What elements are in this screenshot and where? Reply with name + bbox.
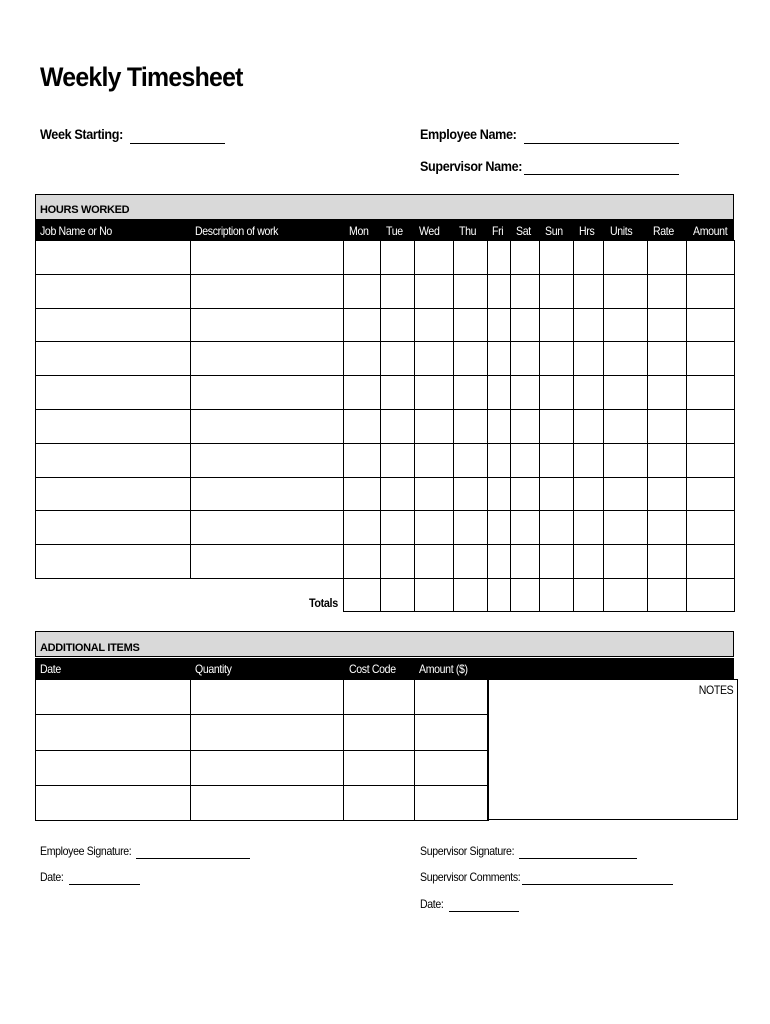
table-cell[interactable] [381, 274, 415, 308]
table-cell[interactable] [488, 477, 511, 511]
table-cell[interactable] [687, 579, 735, 612]
table-cell[interactable] [344, 443, 381, 477]
col-quantity: Quantity [195, 662, 232, 676]
col-sun: Sun [545, 224, 563, 238]
col-rate: Rate [653, 224, 674, 238]
table-row [36, 443, 735, 477]
table-cell[interactable] [511, 545, 540, 579]
table-cell[interactable] [191, 443, 344, 477]
table-cell[interactable] [381, 511, 415, 545]
table-cell[interactable] [488, 342, 511, 376]
table-cell[interactable] [488, 443, 511, 477]
table-cell[interactable] [540, 511, 574, 545]
table-cell[interactable] [191, 715, 344, 750]
table-cell[interactable] [381, 579, 415, 612]
col-cost-code: Cost Code [349, 662, 396, 676]
table-cell[interactable] [381, 443, 415, 477]
table-cell[interactable] [415, 511, 454, 545]
week-starting-field[interactable] [130, 143, 225, 144]
table-cell[interactable] [344, 376, 381, 410]
table-cell[interactable] [574, 308, 604, 342]
table-cell[interactable] [574, 545, 604, 579]
table-cell[interactable] [191, 376, 344, 410]
table-cell[interactable] [344, 342, 381, 376]
table-cell[interactable] [36, 443, 191, 477]
table-cell[interactable] [540, 443, 574, 477]
supervisor-date-field[interactable] [449, 911, 519, 912]
table-cell[interactable] [540, 579, 574, 612]
additional-items-heading: ADDITIONAL ITEMS [35, 631, 734, 657]
table-row [36, 680, 489, 715]
table-row [36, 511, 735, 545]
table-row [36, 785, 489, 820]
table-cell[interactable] [191, 785, 344, 820]
table-row [36, 342, 735, 376]
col-job-name: Job Name or No [40, 224, 112, 238]
table-cell[interactable] [344, 750, 415, 785]
table-cell[interactable] [381, 545, 415, 579]
table-cell[interactable] [511, 511, 540, 545]
table-cell[interactable] [36, 477, 191, 511]
table-cell[interactable] [604, 443, 648, 477]
table-cell[interactable] [648, 443, 687, 477]
table-cell[interactable] [36, 376, 191, 410]
col-units: Units [610, 224, 633, 238]
totals-row [343, 578, 735, 612]
table-cell[interactable] [604, 579, 648, 612]
table-cell[interactable] [604, 511, 648, 545]
table-cell[interactable] [415, 443, 454, 477]
table-cell[interactable] [381, 241, 415, 275]
supervisor-comments-field[interactable] [522, 884, 673, 885]
table-cell[interactable] [381, 409, 415, 443]
col-date: Date [40, 662, 61, 676]
table-row [36, 241, 735, 275]
table-cell[interactable] [574, 409, 604, 443]
table-row [36, 274, 735, 308]
table-cell[interactable] [687, 342, 735, 376]
table-cell[interactable] [344, 409, 381, 443]
table-cell[interactable] [574, 511, 604, 545]
table-cell[interactable] [191, 274, 344, 308]
table-cell[interactable] [454, 409, 488, 443]
table-cell[interactable] [191, 680, 344, 715]
table-cell[interactable] [415, 680, 489, 715]
col-amount-dollars: Amount ($) [419, 662, 468, 676]
hours-worked-heading: HOURS WORKED [35, 194, 734, 220]
supervisor-name-label: Supervisor Name: [420, 158, 523, 174]
table-cell[interactable] [488, 274, 511, 308]
table-cell[interactable] [488, 308, 511, 342]
table-cell[interactable] [604, 477, 648, 511]
table-cell[interactable] [687, 477, 735, 511]
table-cell[interactable] [36, 308, 191, 342]
col-hrs: Hrs [579, 224, 595, 238]
table-cell[interactable] [648, 545, 687, 579]
table-cell[interactable] [648, 477, 687, 511]
col-mon: Mon [349, 224, 369, 238]
table-cell[interactable] [604, 545, 648, 579]
table-cell[interactable] [36, 511, 191, 545]
table-cell[interactable] [604, 342, 648, 376]
table-cell[interactable] [415, 545, 454, 579]
table-cell[interactable] [191, 750, 344, 785]
table-cell[interactable] [454, 579, 488, 612]
table-cell[interactable] [511, 477, 540, 511]
table-cell[interactable] [415, 715, 489, 750]
employee-name-field[interactable] [524, 143, 679, 144]
table-cell[interactable] [344, 579, 381, 612]
supervisor-name-field[interactable] [524, 174, 679, 175]
table-row [36, 409, 735, 443]
supervisor-comments-label: Supervisor Comments: [420, 870, 521, 884]
table-cell[interactable] [604, 241, 648, 275]
table-cell[interactable] [511, 274, 540, 308]
table-cell[interactable] [648, 511, 687, 545]
col-fri: Fri [492, 224, 504, 238]
table-cell[interactable] [415, 409, 454, 443]
table-cell[interactable] [36, 750, 191, 785]
table-cell[interactable] [36, 342, 191, 376]
totals-table-row [344, 579, 735, 612]
supervisor-date-label: Date: [420, 897, 444, 911]
table-cell[interactable] [648, 579, 687, 612]
table-cell[interactable] [344, 511, 381, 545]
table-cell[interactable] [415, 376, 454, 410]
table-cell[interactable] [344, 785, 415, 820]
table-cell[interactable] [574, 579, 604, 612]
table-cell[interactable] [415, 579, 454, 612]
table-cell[interactable] [36, 241, 191, 275]
table-cell[interactable] [574, 274, 604, 308]
table-row [36, 545, 735, 579]
table-cell[interactable] [574, 477, 604, 511]
table-cell[interactable] [574, 342, 604, 376]
table-cell[interactable] [381, 376, 415, 410]
table-cell[interactable] [488, 409, 511, 443]
table-cell[interactable] [604, 409, 648, 443]
table-cell[interactable] [687, 274, 735, 308]
table-cell[interactable] [381, 342, 415, 376]
employee-signature-label: Employee Signature: [40, 844, 132, 858]
table-cell[interactable] [191, 477, 344, 511]
table-cell[interactable] [344, 715, 415, 750]
totals-label: Totals [309, 596, 338, 610]
table-cell[interactable] [415, 750, 489, 785]
notes-box[interactable] [487, 679, 738, 820]
table-cell[interactable] [415, 477, 454, 511]
table-cell[interactable] [511, 308, 540, 342]
table-cell[interactable] [191, 308, 344, 342]
table-cell[interactable] [488, 241, 511, 275]
hours-column-header [35, 220, 734, 241]
employee-name-label: Employee Name: [420, 126, 517, 142]
table-cell[interactable] [687, 376, 735, 410]
week-starting-label: Week Starting: [40, 126, 123, 142]
table-cell[interactable] [648, 409, 687, 443]
table-cell[interactable] [687, 241, 735, 275]
table-cell[interactable] [344, 545, 381, 579]
table-cell[interactable] [687, 308, 735, 342]
table-cell[interactable] [191, 409, 344, 443]
table-cell[interactable] [687, 545, 735, 579]
table-cell[interactable] [344, 308, 381, 342]
table-cell[interactable] [36, 545, 191, 579]
table-cell[interactable] [540, 274, 574, 308]
table-cell[interactable] [511, 579, 540, 612]
table-cell[interactable] [604, 376, 648, 410]
table-cell[interactable] [540, 241, 574, 275]
table-cell[interactable] [488, 511, 511, 545]
table-cell[interactable] [415, 274, 454, 308]
table-cell[interactable] [454, 376, 488, 410]
table-cell[interactable] [574, 241, 604, 275]
table-row [36, 715, 489, 750]
table-cell[interactable] [687, 443, 735, 477]
table-cell[interactable] [511, 409, 540, 443]
table-cell[interactable] [574, 376, 604, 410]
table-cell[interactable] [381, 308, 415, 342]
table-cell[interactable] [648, 241, 687, 275]
table-cell[interactable] [511, 376, 540, 410]
table-cell[interactable] [540, 308, 574, 342]
col-tue: Tue [386, 224, 403, 238]
table-cell[interactable] [415, 342, 454, 376]
table-cell[interactable] [191, 511, 344, 545]
table-cell[interactable] [191, 545, 344, 579]
table-cell[interactable] [454, 443, 488, 477]
table-row [36, 477, 735, 511]
table-row [36, 308, 735, 342]
table-cell[interactable] [648, 376, 687, 410]
table-cell[interactable] [36, 715, 191, 750]
table-cell[interactable] [488, 545, 511, 579]
notes-label: NOTES [698, 683, 733, 697]
table-cell[interactable] [511, 241, 540, 275]
supervisor-signature-label: Supervisor Signature: [420, 844, 515, 858]
table-cell[interactable] [604, 308, 648, 342]
table-cell[interactable] [687, 511, 735, 545]
table-cell[interactable] [415, 785, 489, 820]
table-cell[interactable] [191, 241, 344, 275]
col-description: Description of work [195, 224, 279, 238]
table-cell[interactable] [454, 342, 488, 376]
table-cell[interactable] [415, 241, 454, 275]
employee-date-label: Date: [40, 870, 64, 884]
additional-items-table [35, 679, 489, 821]
table-cell[interactable] [36, 409, 191, 443]
table-cell[interactable] [540, 545, 574, 579]
table-cell[interactable] [36, 274, 191, 308]
table-cell[interactable] [454, 545, 488, 579]
table-row [36, 750, 489, 785]
table-cell[interactable] [648, 342, 687, 376]
hours-worked-table [35, 240, 735, 579]
employee-signature-field[interactable] [136, 858, 250, 859]
table-cell[interactable] [574, 443, 604, 477]
page-title: Weekly Timesheet [40, 62, 243, 92]
table-cell[interactable] [540, 477, 574, 511]
table-cell[interactable] [454, 511, 488, 545]
table-cell[interactable] [454, 477, 488, 511]
table-cell[interactable] [415, 308, 454, 342]
supervisor-signature-field[interactable] [519, 858, 637, 859]
table-cell[interactable] [454, 241, 488, 275]
table-cell[interactable] [344, 680, 415, 715]
table-cell[interactable] [344, 241, 381, 275]
table-cell[interactable] [454, 308, 488, 342]
col-thu: Thu [459, 224, 477, 238]
employee-date-field[interactable] [69, 884, 140, 885]
table-cell[interactable] [648, 308, 687, 342]
col-sat: Sat [516, 224, 531, 238]
table-cell[interactable] [648, 274, 687, 308]
table-cell[interactable] [540, 376, 574, 410]
table-row [36, 376, 735, 410]
table-cell[interactable] [511, 342, 540, 376]
table-cell[interactable] [488, 376, 511, 410]
table-cell[interactable] [604, 274, 648, 308]
table-cell[interactable] [540, 342, 574, 376]
table-cell[interactable] [488, 579, 511, 612]
table-cell[interactable] [540, 409, 574, 443]
table-cell[interactable] [191, 342, 344, 376]
col-wed: Wed [419, 224, 440, 238]
table-cell[interactable] [36, 785, 191, 820]
table-cell[interactable] [344, 477, 381, 511]
table-cell[interactable] [687, 409, 735, 443]
table-cell[interactable] [511, 443, 540, 477]
additional-column-header [35, 658, 734, 679]
table-cell[interactable] [381, 477, 415, 511]
table-cell[interactable] [454, 274, 488, 308]
col-amount: Amount [693, 224, 728, 238]
table-cell[interactable] [36, 680, 191, 715]
table-cell[interactable] [344, 274, 381, 308]
